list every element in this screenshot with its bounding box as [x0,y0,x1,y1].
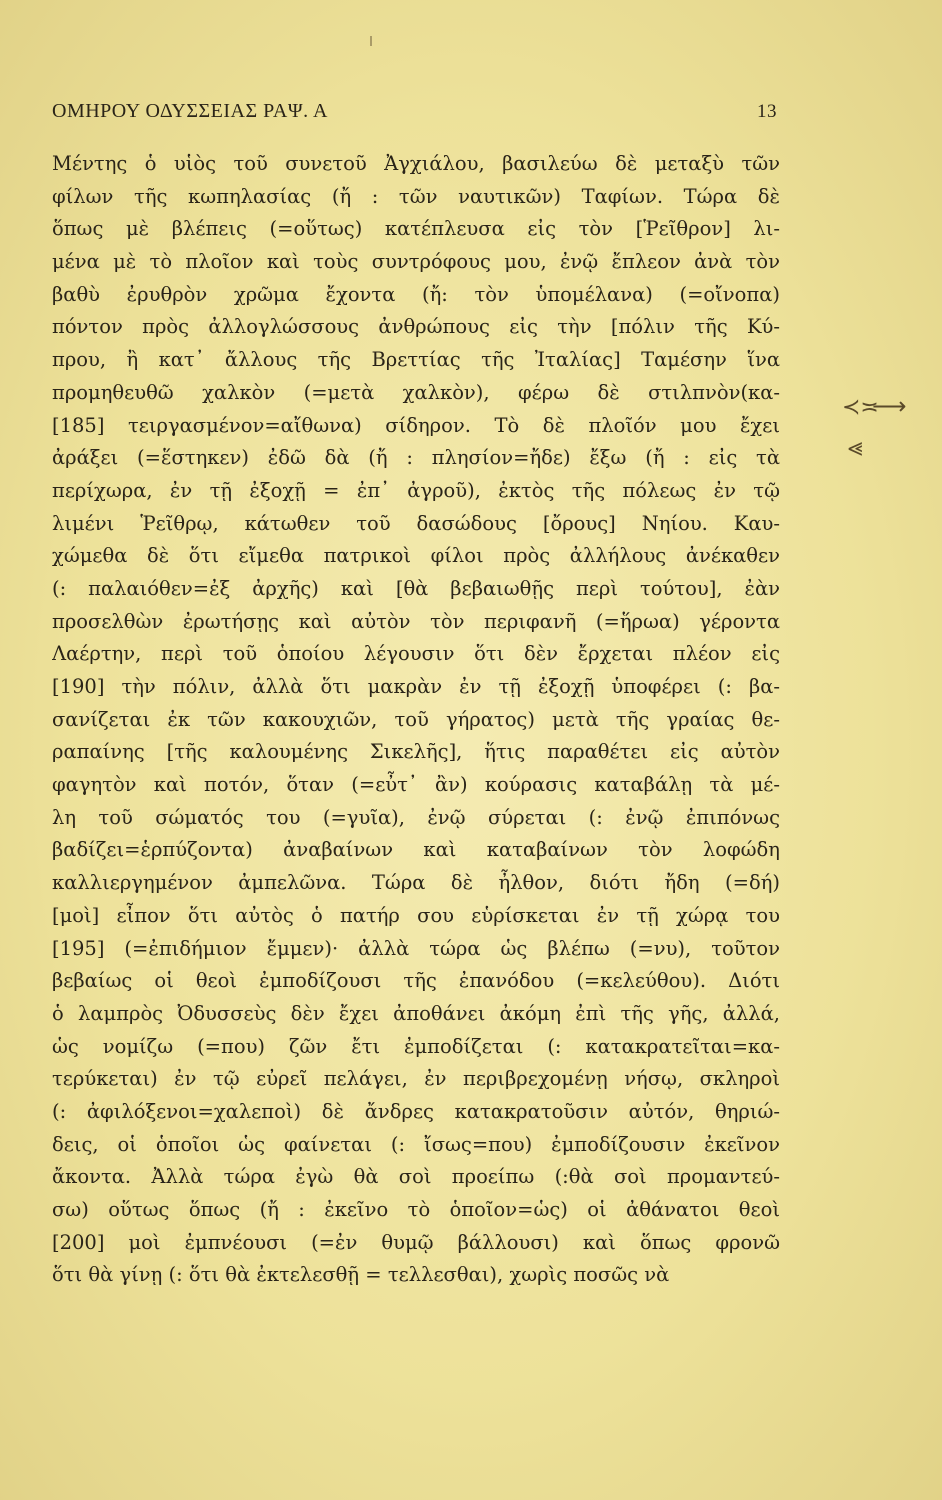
running-header [52,100,777,128]
text-line: ὅτι θὰ γίνῃ (: ὅτι θὰ ἐκτελεσθῇ = τελλεσθαι), χωρὶς ποσῶς νὰ [52,1263,670,1287]
text-line: ὅπως μὲ βλέπεις (=οὕτως) κατέπλευσα εἰς τὸν [Ῥεῖθρον] λι- [52,217,780,241]
text-line: λιμένι Ῥεῖθρῳ, κάτωθεν τοῦ δασώδους [ὄρους] Νηίου. Καυ- [52,511,780,535]
page-number: 13 [757,101,777,122]
running-title: ΟΜΗΡΟΥ ΟΔΥΣΣΕΙΑΣ ΡΑΨ. Α [52,100,328,122]
text-line: βαθὺ ἐρυθρὸν χρῶμα ἔχοντα (ἤ: τὸν ὑπομέλανα) (=οἴνοπα) [52,282,780,306]
text-line: προμηθευθῶ χαλκὸν (=μετὰ χαλκὸν), φέρω δὲ στιλπνὸν(κα- [52,380,780,404]
text-line: σανίζεται ἐκ τῶν κακουχιῶν, τοῦ γήρατος) μετὰ τῆς γραίας θε- [52,707,780,731]
text-line: περίχωρα, ἐν τῇ ἐξοχῇ = ἐπ᾽ ἀγροῦ), ἐκτὸς τῆς πόλεως ἐν τῷ [52,478,780,502]
top-tick-mark [370,36,372,46]
text-line: [190] τὴν πόλιν, ἀλλὰ ὅτι μακρὰν ἐν τῇ ἐξοχῇ ὑποφέρει (: βα- [52,675,780,698]
text-line: [185] τειργασμένον=αἴθωνα) σίδηρον. Τὸ δὲ πλοῖόν μου ἔχει [52,413,780,437]
text-line: πόντον πρὸς ἀλλογλώσσους ἀνθρώπους εἰς τὴν [πόλιν τῆς Κύ- [52,315,780,339]
text-line: σω) οὕτως ὅπως (ἤ : ἐκεῖνο τὸ ὁποῖον=ὡς) οἱ ἀθάνατοι θεοὶ [52,1198,780,1221]
text-line: (: παλαιόθεν=ἐξ ἀρχῆς) καὶ [θὰ βεβαιωθῇς περὶ τούτου], ἐὰν [52,576,780,600]
text-line: φαγητὸν καὶ ποτόν, ὅταν (=εὖτ᾽ ἂν) κούρασις καταβάλῃ τὰ μέ- [52,773,780,797]
text-line: προσελθὼν ἐρωτήσῃς καὶ αὐτὸν τὸν περιφανῆ (=ἥρωα) γέροντα [52,609,780,633]
text-line: καλλιεργημένον ἀμπελῶνα. Τώρα δὲ ἦλθον, διότι ἤδη (=δή) [52,871,780,895]
text-line: τερύκεται) ἐν τῷ εὐρεῖ πελάγει, ἐν περιβρεχομένῃ νήσῳ, σκληροὶ [52,1067,780,1091]
text-line: ὁ λαμπρὸς Ὀδυσσεὺς δὲν ἔχει ἀποθάνει ἀκόμη ἐπὶ τῆς γῆς, ἀλλά, [52,1001,780,1025]
text-line: βαδίζει=ἑρπύζοντα) ἀναβαίνων καὶ καταβαίνων τὸν λοφώδη [52,838,780,862]
text-line: μένα μὲ τὸ πλοῖον καὶ τοὺς συντρόφους μου, ἐνῷ ἔπλεον ἀνὰ τὸν [52,250,780,274]
text-line: λη τοῦ σώματός του (=γυῖα), ἐνῷ σύρεται (: ἐνῷ ἐπιπόνως [52,805,780,829]
text-line: [μοὶ] εἶπον ὅτι αὐτὸς ὁ πατήρ σου εὑρίσκεται ἐν τῇ χώρᾳ του [52,903,780,927]
text-block [52,148,780,1292]
text-line: πρου, ἢ κατ᾽ ἄλλους τῆς Βρεττίας τῆς Ἰταλίας] Ταμέσην ἵνα [52,348,780,372]
text-line: φίλων τῆς κωπηλασίας (ἤ : τῶν ναυτικῶν) Ταφίων. Τώρα δὲ [52,184,780,208]
text-line: Λαέρτην, περὶ τοῦ ὁποίου λέγουσιν ὅτι δὲν ἔρχεται πλέον εἰς [52,642,780,666]
text-line: (: ἀφιλόξενοι=χαλεποὶ) δὲ ἄνδρες κατακρατοῦσιν αὐτόν, θηριώ- [52,1099,780,1123]
text-line: ἀράξει (=ἕστηκεν) ἐδῶ δὰ (ἤ : πλησίον=ἤδε) ἔξω (ἤ : εἰς τὰ [52,446,780,470]
text-line: [200] μοὶ ἐμπνέουσι (=ἐν θυμῷ βάλλουσι) καὶ ὅπως φρονῶ [52,1230,780,1254]
text-line: χώμεθα δὲ ὅτι εἴμεθα πατρικοὶ φίλοι πρὸς ἀλλήλους ἀνέκαθεν [52,544,780,568]
margin-arrow-icon: ⟶ [872,392,907,420]
text-line: ἄκοντα. Ἀλλὰ τώρα ἐγὼ θὰ σοὶ προείπω (:θὰ σοὶ προμαντεύ- [52,1165,780,1189]
margin-mark-icon: ≺≍ [842,395,879,420]
text-line: ὡς νομίζω (=που) ζῶν ἔτι ἐμποδίζεται (: κατακρατεῖται=κα- [52,1034,780,1058]
text-line: Μέντης ὁ υἱὸς τοῦ συνετοῦ Ἀγχιάλου, βασιλεύω δὲ μεταξὺ τῶν [52,152,780,175]
text-line: δεις, οἱ ὁποῖοι ὡς φαίνεται (: ἴσως=που) ἐμποδίζουσιν ἐκεῖνον [52,1132,780,1156]
text-line: [195] (=ἐπιδήμιον ἔμμεν)· ἀλλὰ τώρα ὡς βλέπω (=νυ), τοῦτον [52,936,780,960]
text-line: ραπαίνης [τῆς καλουμένης Σικελῆς], ἥτις παραθέτει εἰς αὐτὸν [52,740,780,764]
margin-mark-icon: ⪡ [848,432,863,462]
text-line: βεβαίως οἱ θεοὶ ἐμποδίζουσι τῆς ἐπανόδου (=κελεύθου). Διότι [52,969,780,993]
